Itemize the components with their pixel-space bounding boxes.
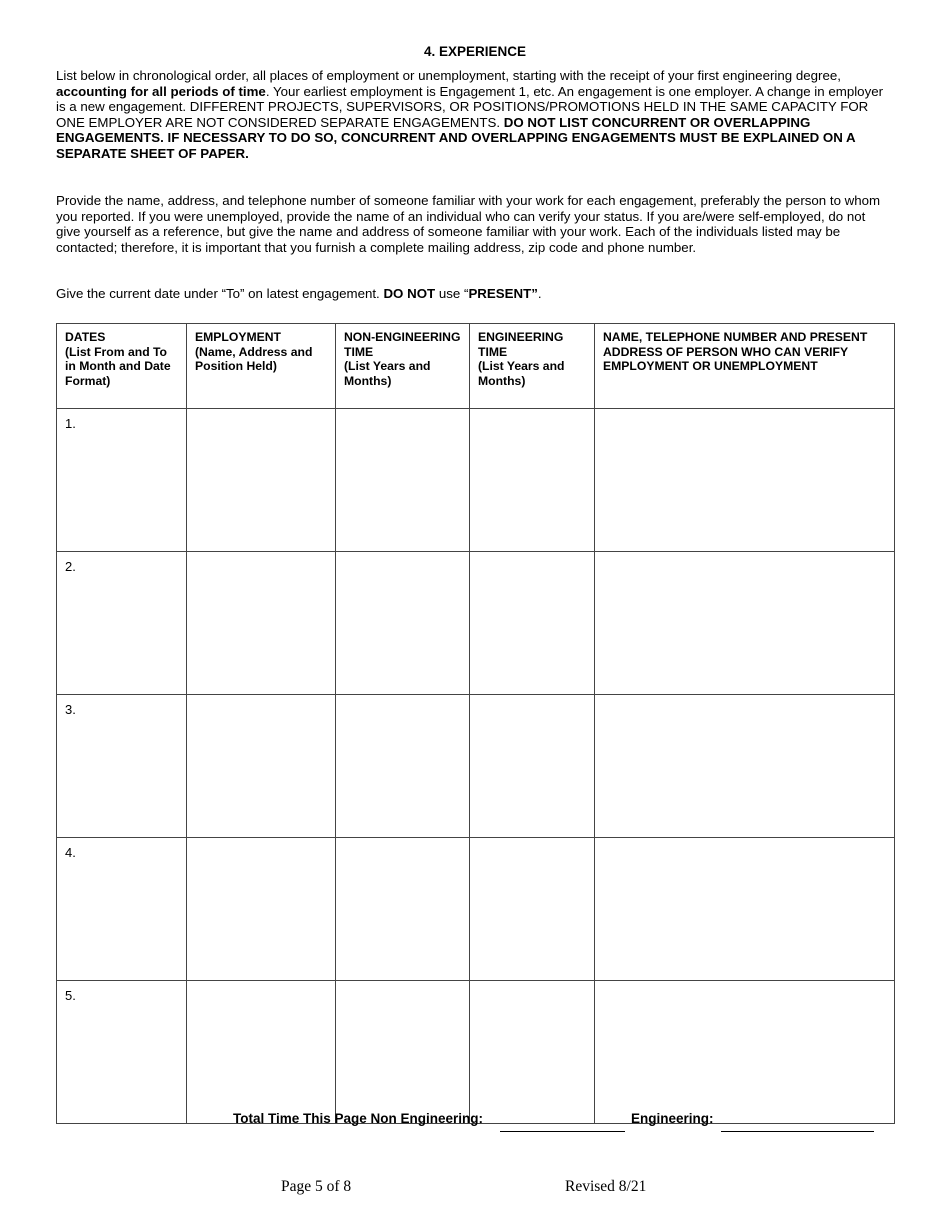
intro-text-2: accounting for all periods of time <box>56 83 266 99</box>
dates-cell[interactable] <box>57 409 187 552</box>
date-note <box>56 286 892 302</box>
engineering-time-cell[interactable] <box>470 552 595 695</box>
engineering-header-sub: (List Years and Months) <box>478 359 565 388</box>
engineering-time-cell[interactable] <box>470 695 595 838</box>
employment-cell[interactable] <box>187 695 336 838</box>
employment-header-sub: (Name, Address and Position Held) <box>195 344 313 373</box>
engineering-total-field[interactable] <box>721 1131 874 1132</box>
row-number: 1. <box>65 416 76 431</box>
non-engineering-time-cell[interactable] <box>336 695 470 838</box>
verifier-cell[interactable] <box>595 838 895 981</box>
table-row <box>57 981 895 1124</box>
non-engineering-time-header <box>336 324 470 409</box>
engineering-time-cell[interactable] <box>470 838 595 981</box>
non-engineering-total-field[interactable] <box>500 1131 625 1132</box>
employment-cell[interactable] <box>187 409 336 552</box>
non-engineering-header-sub: (List Years and Months) <box>344 359 431 388</box>
engineering-time-header <box>470 324 595 409</box>
date-note-text-2: DO NOT <box>383 286 436 301</box>
reference-instructions: Provide the name, address, and telephone number of someone familiar with your work for each engagement, preferably the person to whom you reported. If you were unemployed, provide the name of an individual who can verify your status. If you are/were self-employed, do not give yourself as a reference, but give the name and address of someone familiar with your work. Each of the individuals listed may be contacted; therefore, it is important that you furnish a complete mailing address, zip code and phone number. <box>56 193 881 255</box>
intro-text-4: DO NOT LIST CONCURRENT OR OVERLAPPING ENGAGEMENTS. IF NECESSARY TO DO SO, CONCURRENT AND OVERLAPPING ENGAGEMENTS MUST BE EXPLAINED ON A SEPARATE SHEET OF PAPER. <box>56 114 856 161</box>
table-row <box>57 409 895 552</box>
dates-cell[interactable] <box>57 552 187 695</box>
table-header-row <box>57 324 895 409</box>
engineering-time-cell[interactable] <box>470 981 595 1124</box>
verifier-cell[interactable] <box>595 695 895 838</box>
employment-cell[interactable] <box>187 838 336 981</box>
row-number: 2. <box>65 559 76 574</box>
revision-date: Revised 8/21 <box>565 1178 647 1195</box>
employment-cell[interactable] <box>187 981 336 1124</box>
section-title: 4. EXPERIENCE <box>423 44 527 59</box>
non-engineering-total-label: Total Time This Page Non Engineering: <box>233 1111 484 1126</box>
non-engineering-time-cell[interactable] <box>336 552 470 695</box>
table-row <box>57 552 895 695</box>
verifier-cell[interactable] <box>595 552 895 695</box>
date-note-text-5: . <box>537 286 542 301</box>
experience-table <box>56 323 895 1124</box>
verifier-cell[interactable] <box>595 981 895 1124</box>
intro-text-1: List below in chronological order, all places of employment or unemployment, starting with the receipt of your first engineering degree, <box>56 68 841 83</box>
dates-cell[interactable] <box>57 695 187 838</box>
table-row <box>57 695 895 838</box>
dates-header <box>57 324 187 409</box>
date-note-text-4: PRESENT” <box>468 286 538 301</box>
employment-header-title: EMPLOYMENT <box>195 330 281 344</box>
engineering-time-cell[interactable] <box>470 409 595 552</box>
date-note-text-1: Give the current date under “To” on latest engagement. <box>56 286 384 301</box>
non-engineering-time-cell[interactable] <box>336 981 470 1124</box>
table-row <box>57 838 895 981</box>
non-engineering-time-cell[interactable] <box>336 838 470 981</box>
engineering-header-title: ENGINEERING TIME <box>478 330 564 359</box>
row-number: 4. <box>65 845 76 860</box>
dates-header-title: DATES <box>65 330 106 344</box>
non-engineering-time-cell[interactable] <box>336 409 470 552</box>
intro-text-3: . Your earliest employment is Engagement 1, etc. An engagement is one employer. A change in employer is a new engagement. DIFFERENT PROJECTS, SUPERVISORS, OR POSITIONS/PROMOTIONS HELD IN THE SAME CAPACITY FOR ONE EMPLOYER ARE NOT CONSIDERED SEPARATE ENGAGEMENTS. <box>56 83 884 130</box>
page-number: Page 5 of 8 <box>281 1178 352 1195</box>
employment-cell[interactable] <box>187 552 336 695</box>
intro-paragraph <box>56 68 892 162</box>
dates-cell[interactable] <box>57 838 187 981</box>
dates-header-sub: (List From and To in Month and Date Format) <box>65 344 171 388</box>
verifier-header: NAME, TELEPHONE NUMBER AND PRESENT ADDRESS OF PERSON WHO CAN VERIFY EMPLOYMENT OR UNEMPLOYMENT <box>595 324 895 409</box>
engineering-total-label: Engineering: <box>631 1111 714 1126</box>
verifier-cell[interactable] <box>595 409 895 552</box>
row-number: 5. <box>65 988 76 1003</box>
employment-header <box>187 324 336 409</box>
dates-cell[interactable] <box>57 981 187 1124</box>
date-note-text-3: use “ <box>435 286 469 301</box>
row-number: 3. <box>65 702 76 717</box>
non-engineering-header-title: NON-ENGINEERING TIME <box>344 330 461 359</box>
